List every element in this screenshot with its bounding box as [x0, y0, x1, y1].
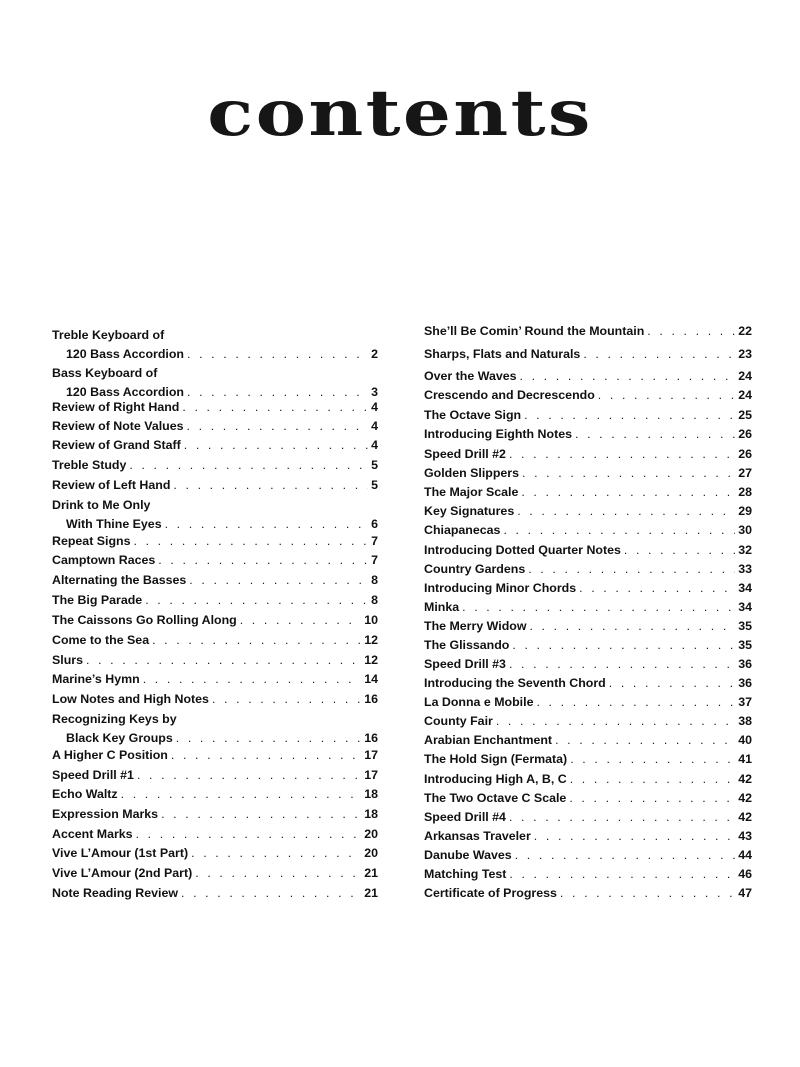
toc-entry-line — [52, 532, 378, 551]
toc-entry-line — [424, 560, 752, 579]
toc-entry-title: La Donna e Mobile — [424, 695, 534, 709]
toc-page-number: 10 — [364, 613, 378, 627]
dot-leader — [182, 398, 368, 417]
toc-entry — [52, 398, 378, 417]
dot-leader — [509, 808, 735, 827]
toc-entry-title: Alternating the Basses — [52, 573, 187, 587]
dot-leader — [171, 746, 361, 765]
toc-entry — [424, 322, 752, 341]
toc-entry — [52, 571, 378, 590]
toc-entry-line — [424, 386, 752, 405]
toc-entry — [52, 651, 378, 670]
toc-entry-title: Introducing the Seventh Chord — [424, 676, 606, 690]
dot-leader — [647, 322, 735, 341]
toc-entry-title: Crescendo and Decrescendo — [424, 388, 595, 402]
toc-entry-title: Camptown Races — [52, 553, 156, 567]
toc-page-number: 34 — [738, 581, 752, 595]
toc-entry — [424, 827, 752, 846]
toc-entry-line — [424, 541, 752, 560]
dot-leader — [624, 541, 735, 560]
toc-entry-title: Review of Right Hand — [52, 400, 180, 414]
toc-page-number: 35 — [738, 638, 752, 652]
toc-entry-line — [52, 844, 378, 863]
toc-entry — [424, 750, 752, 769]
toc-entry — [52, 710, 378, 748]
toc-entry — [424, 425, 752, 444]
toc-entry-title: 120 Bass Accordion — [66, 385, 184, 399]
toc-entry — [424, 560, 752, 579]
toc-entry-line — [424, 655, 752, 674]
toc-entry-title: Over the Waves — [424, 369, 517, 383]
toc-entry — [52, 436, 378, 455]
toc-page-number: 35 — [738, 619, 752, 633]
toc-entry — [52, 805, 378, 824]
toc-entry — [52, 864, 378, 883]
toc-entry — [424, 502, 752, 521]
toc-page-number: 24 — [738, 369, 752, 383]
page-title: contents — [207, 76, 593, 151]
toc-page-number: 46 — [738, 867, 752, 881]
toc-entry — [52, 611, 378, 630]
dot-leader — [121, 785, 362, 804]
toc-entry-title: Danube Waves — [424, 848, 512, 862]
toc-entry — [424, 674, 752, 693]
toc-entry-line — [52, 651, 378, 670]
dot-leader — [570, 750, 735, 769]
toc-entry — [52, 476, 378, 495]
toc-entry-title: With Thine Eyes — [66, 517, 162, 531]
toc-entry-line — [424, 502, 752, 521]
toc-entry-title: The Big Parade — [52, 593, 143, 607]
toc-entry — [52, 551, 378, 570]
toc-page-number: 40 — [738, 733, 752, 747]
toc-page-number: 25 — [738, 408, 752, 422]
toc-entry-title: Drink to Me Only — [52, 498, 151, 512]
dot-leader — [503, 521, 735, 540]
toc-entry-title: Introducing Minor Chords — [424, 581, 577, 595]
toc-page-number: 37 — [738, 695, 752, 709]
toc-entry-title: Low Notes and High Notes — [52, 692, 209, 706]
toc-entry-line — [52, 398, 378, 417]
toc-page-number: 4 — [371, 400, 378, 414]
dot-leader — [521, 483, 735, 502]
toc-entry — [52, 631, 378, 650]
toc-entry-line — [424, 731, 752, 750]
toc-page-number: 4 — [371, 419, 378, 433]
toc-entry — [424, 598, 752, 617]
toc-entry-line — [424, 884, 752, 903]
dot-leader — [609, 674, 735, 693]
toc-entry — [424, 655, 752, 674]
toc-page-number: 16 — [364, 692, 378, 706]
toc-entry-title: Bass Keyboard of — [52, 366, 158, 380]
toc-entry-title: Arabian Enchantment — [424, 733, 553, 747]
dot-leader — [86, 651, 361, 670]
toc-entry — [52, 364, 378, 402]
toc-entry — [52, 746, 378, 765]
toc-entry — [52, 884, 378, 903]
toc-entry-title: Arkansas Traveler — [424, 829, 531, 843]
toc-entry-line — [52, 670, 378, 689]
toc-page-number: 38 — [738, 714, 752, 728]
toc-entry-title: Introducing Eighth Notes — [424, 427, 572, 441]
toc-entry — [424, 386, 752, 405]
toc-entry-line — [52, 884, 378, 903]
toc-entry-line — [52, 864, 378, 883]
toc-entry-line-first — [52, 496, 378, 515]
toc-entry — [424, 808, 752, 827]
toc-entry-title: Treble Study — [52, 458, 127, 472]
toc-entry — [52, 591, 378, 610]
toc-entry-line — [52, 417, 378, 436]
toc-entry-title: The Major Scale — [424, 485, 519, 499]
dot-leader — [195, 864, 361, 883]
dot-leader — [569, 789, 735, 808]
toc-entry — [424, 445, 752, 464]
toc-page-number: 43 — [738, 829, 752, 843]
toc-page-number: 5 — [371, 478, 378, 492]
toc-entry-title: County Fair — [424, 714, 493, 728]
toc-entry-line — [52, 591, 378, 610]
toc-page-number: 14 — [364, 672, 378, 686]
toc-entry — [424, 367, 752, 386]
toc-page-number: 8 — [371, 593, 378, 607]
toc-entry-line — [424, 770, 752, 789]
toc-entry-title: Minka — [424, 600, 460, 614]
toc-page-number: 30 — [738, 523, 752, 537]
toc-page-number: 12 — [364, 653, 378, 667]
toc-page-number: 3 — [371, 385, 378, 399]
dot-leader — [181, 884, 361, 903]
toc-entry — [424, 636, 752, 655]
toc-entry — [52, 456, 378, 475]
toc-entry-title: Key Signatures — [424, 504, 515, 518]
toc-entry-title: Certificate of Progress — [424, 886, 557, 900]
toc-page-number: 32 — [738, 543, 752, 557]
toc-page-number: 16 — [364, 731, 378, 745]
toc-entry — [424, 406, 752, 425]
toc-entry-title: The Caissons Go Rolling Along — [52, 613, 237, 627]
toc-entry-title: Speed Drill #2 — [424, 447, 506, 461]
toc-entry-title: The Hold Sign (Fermata) — [424, 752, 568, 766]
dot-leader — [528, 560, 735, 579]
toc-entry-title: Come to the Sea — [52, 633, 150, 647]
dot-leader — [509, 865, 735, 884]
dot-leader — [509, 655, 735, 674]
toc-page-number: 34 — [738, 600, 752, 614]
toc-entry-line — [52, 456, 378, 475]
dot-leader — [184, 436, 368, 455]
toc-entry-line — [424, 674, 752, 693]
toc-entry-title: The Merry Widow — [424, 619, 527, 633]
toc-entry-title: A Higher C Position — [52, 748, 168, 762]
dot-leader — [189, 571, 368, 590]
toc-entry-line — [424, 712, 752, 731]
dot-leader — [529, 617, 735, 636]
toc-entry — [424, 865, 752, 884]
toc-entry-title: Matching Test — [424, 867, 507, 881]
toc-entry — [52, 825, 378, 844]
toc-entry-title: Black Key Groups — [66, 731, 173, 745]
toc-entry-line — [52, 746, 378, 765]
toc-entry-line — [424, 808, 752, 827]
dot-leader — [212, 690, 361, 709]
toc-entry — [424, 345, 752, 364]
toc-entry-title: Recognizing Keys by — [52, 712, 177, 726]
toc-page-number: 42 — [738, 791, 752, 805]
dot-leader — [512, 636, 735, 655]
toc-entry — [424, 521, 752, 540]
toc-entry-line — [424, 598, 752, 617]
toc-page-number: 22 — [738, 324, 752, 338]
toc-entry — [424, 693, 752, 712]
toc-page-number: 28 — [738, 485, 752, 499]
toc-entry-title: The Glissando — [424, 638, 510, 652]
dot-leader — [152, 631, 361, 650]
toc-entry-line — [424, 617, 752, 636]
toc-page-number: 42 — [738, 810, 752, 824]
toc-entry — [424, 846, 752, 865]
toc-page-number: 33 — [738, 562, 752, 576]
toc-entry-line — [424, 483, 752, 502]
dot-leader — [173, 476, 368, 495]
toc-entry — [52, 532, 378, 551]
toc-page-number: 4 — [371, 438, 378, 452]
dot-leader — [522, 464, 735, 483]
toc-page-number: 47 — [738, 886, 752, 900]
toc-entry-title: Introducing Dotted Quarter Notes — [424, 543, 621, 557]
dot-leader — [129, 456, 368, 475]
toc-entry-title: Vive L’Amour (1st Part) — [52, 846, 189, 860]
toc-page-number: 2 — [371, 347, 378, 361]
toc-entry-line — [52, 631, 378, 650]
toc-entry-title: The Two Octave C Scale — [424, 791, 567, 805]
toc-page-number: 24 — [738, 388, 752, 402]
toc-entry-title: Expression Marks — [52, 807, 159, 821]
toc-entry — [424, 579, 752, 598]
toc-entry-title: Chiapanecas — [424, 523, 501, 537]
dot-leader — [560, 884, 735, 903]
toc-page-number: 41 — [738, 752, 752, 766]
toc-page-number: 6 — [371, 517, 378, 531]
toc-page-number: 20 — [364, 846, 378, 860]
toc-entry — [424, 789, 752, 808]
toc-entry-line — [424, 846, 752, 865]
dot-leader — [161, 805, 361, 824]
toc-entry-title: Vive L’Amour (2nd Part) — [52, 866, 193, 880]
toc-page-number: 26 — [738, 447, 752, 461]
dot-leader — [575, 425, 735, 444]
toc-entry-title: Echo Waltz — [52, 787, 118, 801]
dot-leader — [496, 712, 735, 731]
toc-entry — [424, 712, 752, 731]
toc-entry-title: She’ll Be Comin’ Round the Mountain — [424, 324, 645, 338]
dot-leader — [520, 367, 736, 386]
toc-entry-title: Slurs — [52, 653, 83, 667]
dot-leader — [509, 445, 735, 464]
toc-entry-title: Speed Drill #4 — [424, 810, 506, 824]
toc-page-number: 42 — [738, 772, 752, 786]
toc-entry-line — [52, 571, 378, 590]
dot-leader — [555, 731, 735, 750]
toc-page-number: 12 — [364, 633, 378, 647]
toc-entry-title: Treble Keyboard of — [52, 328, 165, 342]
toc-entry-line — [424, 445, 752, 464]
dot-leader — [536, 693, 735, 712]
dot-leader — [517, 502, 735, 521]
toc-entry-line — [52, 551, 378, 570]
toc-entry-line — [52, 785, 378, 804]
toc-page-number: 21 — [364, 866, 378, 880]
toc-entry-line — [424, 322, 752, 341]
toc-entry — [52, 766, 378, 785]
toc-entry-title: Sharps, Flats and Naturals — [424, 347, 581, 361]
toc-page-number: 36 — [738, 657, 752, 671]
toc-entry-line — [424, 521, 752, 540]
toc-entry-line — [424, 579, 752, 598]
toc-page-number: 21 — [364, 886, 378, 900]
toc-entry-line — [424, 367, 752, 386]
dot-leader — [187, 417, 369, 436]
toc-entry-line-first — [52, 710, 378, 729]
toc-entry — [424, 541, 752, 560]
dot-leader — [598, 386, 735, 405]
toc-entry — [424, 884, 752, 903]
dot-leader — [134, 532, 369, 551]
toc-entry — [52, 690, 378, 709]
toc-entry — [424, 483, 752, 502]
toc-entry — [52, 670, 378, 689]
toc-entry-title: Country Gardens — [424, 562, 526, 576]
toc-entry-line — [424, 827, 752, 846]
toc-page-number: 27 — [738, 466, 752, 480]
toc-entry-title: Marine’s Hymn — [52, 672, 140, 686]
toc-page-number: 7 — [371, 553, 378, 567]
toc-entry-line — [424, 345, 752, 364]
toc-entry — [52, 844, 378, 863]
dot-leader — [579, 579, 735, 598]
toc-entry-title: Speed Drill #1 — [52, 768, 134, 782]
dot-leader — [158, 551, 368, 570]
toc-page-number: 36 — [738, 676, 752, 690]
toc-page-number: 8 — [371, 573, 378, 587]
toc-entry — [424, 617, 752, 636]
toc-entry-line — [52, 825, 378, 844]
toc-entry — [424, 464, 752, 483]
toc-entry-line — [52, 805, 378, 824]
toc-page-number: 17 — [364, 748, 378, 762]
toc-entry-line — [52, 766, 378, 785]
toc-entry-title: Review of Left Hand — [52, 478, 171, 492]
toc-page-number: 18 — [364, 787, 378, 801]
toc-entry-title: Accent Marks — [52, 827, 133, 841]
toc-page-number: 44 — [738, 848, 752, 862]
dot-leader — [137, 766, 361, 785]
dot-leader — [462, 598, 735, 617]
toc-entry-line — [52, 690, 378, 709]
toc-entry-line-first — [52, 364, 378, 383]
toc-page-number: 5 — [371, 458, 378, 472]
dot-leader — [515, 846, 736, 865]
toc-page-number: 7 — [371, 534, 378, 548]
dot-leader — [145, 591, 368, 610]
toc-entry-line — [424, 406, 752, 425]
dot-leader — [240, 611, 361, 630]
toc-entry — [52, 785, 378, 804]
dot-leader — [534, 827, 735, 846]
toc-entry-line — [424, 750, 752, 769]
toc-entry-line — [424, 636, 752, 655]
toc-entry-line — [424, 693, 752, 712]
dot-leader — [136, 825, 362, 844]
toc-page-number: 18 — [364, 807, 378, 821]
toc-page-number: 20 — [364, 827, 378, 841]
toc-entry-line-first — [52, 326, 378, 345]
toc-entry-title: Review of Note Values — [52, 419, 184, 433]
toc-entry-title: 120 Bass Accordion — [66, 347, 184, 361]
toc-page-number: 26 — [738, 427, 752, 441]
toc-entry-line — [424, 425, 752, 444]
toc-entry-title: The Octave Sign — [424, 408, 522, 422]
toc-entry — [52, 326, 378, 364]
toc-entry — [52, 417, 378, 436]
toc-page-number: 17 — [364, 768, 378, 782]
toc-entry-line — [52, 476, 378, 495]
toc-entry — [424, 770, 752, 789]
dot-leader — [583, 345, 735, 364]
toc-entry-line — [52, 436, 378, 455]
dot-leader — [143, 670, 362, 689]
toc-page-number: 23 — [738, 347, 752, 361]
toc-entry-line — [424, 464, 752, 483]
toc-entry-title: Repeat Signs — [52, 534, 131, 548]
dot-leader — [191, 844, 361, 863]
toc-entry-title: Speed Drill #3 — [424, 657, 506, 671]
dot-leader — [524, 406, 735, 425]
dot-leader — [570, 770, 735, 789]
toc-entry-line — [424, 789, 752, 808]
toc-entry-line — [52, 611, 378, 630]
toc-entry-title: Golden Slippers — [424, 466, 520, 480]
toc-page-number: 29 — [738, 504, 752, 518]
toc-entry-title: Introducing High A, B, C — [424, 772, 567, 786]
toc-entry-title: Note Reading Review — [52, 886, 178, 900]
toc-entry-title: Review of Grand Staff — [52, 438, 181, 452]
toc-entry-line — [424, 865, 752, 884]
toc-entry-line — [52, 345, 378, 364]
dot-leader — [187, 345, 368, 364]
toc-entry — [424, 731, 752, 750]
toc-entry — [52, 496, 378, 534]
